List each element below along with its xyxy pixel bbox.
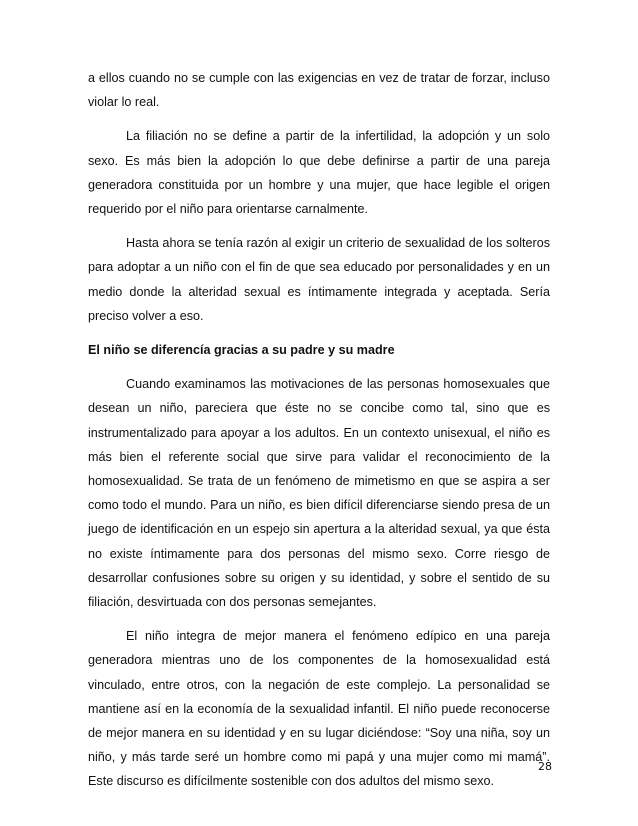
paragraph-continuation: a ellos cuando no se cumple con las exigencias en vez de tratar de forzar, incluso violar lo real.	[88, 71, 550, 110]
paragraph-motivaciones: Cuando examinamos las motivaciones de las personas homosexuales que desean un niño, pareciera que éste no se concibe como tal, sino que es instrumentalizado para apoyar a los adultos. En un contexto unisexual, el niño es más bien el referente social que sirve para validar el reconocimiento de la homosexualidad. Se trata de un fenómeno de mimetismo en que se aspira a ser como todo el mundo. Para un niño, es bien difícil diferenciarse siendo presa de un juego de identificación en un espejo sin apertura a la alteridad sexual, ya que ésta no existe íntimamente para dos personas del mismo sexo. Corre riesgo de desarrollar confusiones sobre su origen y su identidad, y sobre el sentido de su filiación, desvirtuada con dos personas semejantes.	[88, 377, 550, 610]
section-heading: El niño se diferencía gracias a su padre y su madre	[88, 343, 395, 358]
document-page	[88, 66, 550, 794]
paragraph-edipico: El niño integra de mejor manera el fenómeno edípico en una pareja generadora mientras uno de los componentes de la homosexualidad está vinculado, entre otros, con la negación de este complejo. La personalidad se mantiene así en la economía de la sexualidad infantil. El niño puede reconocerse de mejor manera en su identidad y en su lugar diciéndose: “Soy una niña, soy un niño, y más tarde seré un hombre como mi papá y una mujer como mi mamá”. Este discurso es difícilmente sostenible con dos adultos del mismo sexo.	[88, 629, 550, 789]
page-number: 28	[538, 760, 552, 773]
paragraph-hasta-ahora: Hasta ahora se tenía razón al exigir un criterio de sexualidad de los solteros para adoptar a un niño con el fin de que sea educado por personalidades y en un medio donde la alteridad sexual es íntimamente integrada y aceptada. Sería preciso volver a eso.	[88, 236, 550, 323]
paragraph-filiacion: La filiación no se define a partir de la infertilidad, la adopción y un solo sexo. Es más bien la adopción lo que debe definirse a partir de una pareja generadora constituida por un hombre y una mujer, que hace legible el origen requerido por el niño para orientarse carnalmente.	[88, 129, 550, 217]
